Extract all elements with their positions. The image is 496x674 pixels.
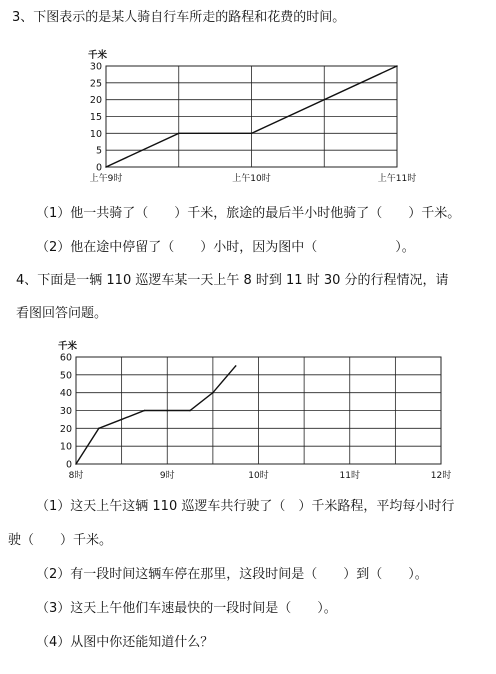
chart-2-xtick-label: 11时 bbox=[339, 471, 360, 481]
chart-2-ytick-label: 10 bbox=[59, 441, 72, 453]
chart-2-data-point bbox=[121, 419, 123, 421]
problem4-title-line1: 4、下面是一辆 110 巡逻车某一天上午 8 时到 11 时 30 分的行程情况，请 bbox=[16, 273, 449, 288]
chart-2-xtick-label: 12时 bbox=[430, 471, 452, 481]
chart-2-data-point bbox=[166, 410, 168, 412]
chart-2-xtick-label: 10时 bbox=[248, 471, 269, 481]
chart-1-ytick-label: 25 bbox=[89, 78, 102, 90]
chart-1-data-point bbox=[396, 65, 398, 67]
chart-2-ytick-label: 0 bbox=[65, 459, 72, 471]
chart-1-ytick-label: 0 bbox=[95, 162, 102, 174]
problem4-question-1-line2: 驶（ ）千米。 bbox=[8, 533, 113, 548]
problem3-question-1: （1）他一共骑了（ ）千米，旅途的最后半小时他骑了（ ）千米。 bbox=[36, 206, 461, 221]
chart-1-ytick-label: 5 bbox=[95, 145, 102, 157]
chart-1 bbox=[88, 49, 416, 184]
problem4-question-3: （3）这天上午他们车速最快的一段时间是（ ）。 bbox=[36, 601, 337, 616]
chart-1-ylabel: 千米 bbox=[88, 50, 108, 61]
chart-2-ytick-label: 50 bbox=[59, 370, 72, 382]
chart-2-data-point bbox=[98, 428, 100, 430]
chart-1-ytick-label: 15 bbox=[89, 112, 102, 123]
problem4-question-1-line1: （1）这天上午这辆 110 巡逻车共行驶了（ ）千米路程，平均每小时行 bbox=[36, 499, 455, 514]
chart-2-data-point bbox=[212, 392, 214, 394]
chart-1-xtick-label: 上午10时 bbox=[232, 174, 271, 184]
chart-1-xtick-label: 上午9时 bbox=[89, 174, 123, 184]
chart-1-ytick-label: 10 bbox=[89, 128, 102, 140]
chart-2 bbox=[58, 340, 451, 481]
problem4-title-line2: 看图回答问题。 bbox=[16, 306, 108, 321]
chart-2-xtick-label: 8时 bbox=[68, 471, 84, 481]
chart-1-ytick-label: 30 bbox=[89, 61, 102, 73]
chart-1-ytick-label: 20 bbox=[89, 95, 102, 107]
problem4-question-2: （2）有一段时间这辆车停在那里，这段时间是（ ）到（ ）。 bbox=[36, 567, 428, 582]
chart-2-ylabel: 千米 bbox=[58, 341, 78, 352]
chart-2-ytick-label: 20 bbox=[59, 423, 72, 435]
chart-2-ytick-label: 60 bbox=[59, 352, 72, 364]
chart-2-series-line bbox=[76, 366, 236, 464]
chart-2-data-point bbox=[235, 365, 237, 367]
problem3-question-2: （2）他在途中停留了（ ）小时，因为图中（ ）。 bbox=[36, 240, 415, 255]
chart-1-xtick-label: 上午11时 bbox=[377, 174, 417, 184]
chart-2-data-point bbox=[189, 410, 191, 412]
chart-2-ytick-label: 40 bbox=[59, 388, 72, 400]
chart-1-data-point bbox=[178, 133, 180, 135]
chart-2-ytick-label: 30 bbox=[59, 406, 72, 417]
chart-2-data-point bbox=[75, 463, 77, 465]
chart-1-data-point bbox=[105, 166, 107, 168]
chart-2-xtick-label: 9时 bbox=[159, 471, 175, 481]
problem3-title: 3、下图表示的是某人骑自行车所走的路程和花费的时间。 bbox=[12, 10, 346, 25]
chart-1-data-point bbox=[251, 133, 253, 135]
chart-2-data-point bbox=[144, 410, 146, 412]
problem4-question-4: （4）从图中你还能知道什么？ bbox=[36, 635, 214, 650]
